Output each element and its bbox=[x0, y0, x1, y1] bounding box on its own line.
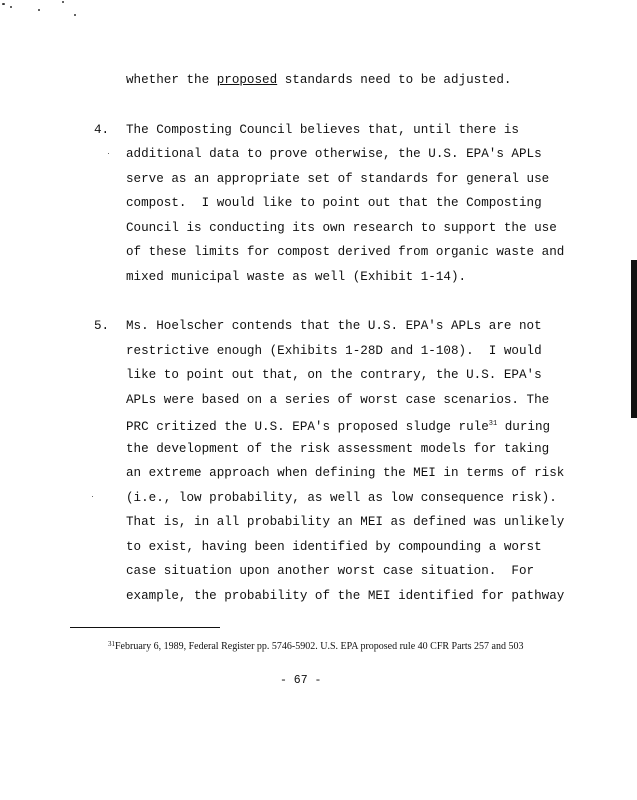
body-line: like to point out that, on the contrary, the U.S. EPA's bbox=[126, 368, 542, 382]
body-line: restrictive enough (Exhibits 1-28D and 1-108). I would bbox=[126, 344, 542, 358]
footnote-marker: 31 bbox=[108, 640, 115, 648]
scan-speckle bbox=[108, 153, 109, 154]
scan-edge-bar bbox=[631, 260, 637, 418]
underlined-word: proposed bbox=[216, 73, 278, 87]
scan-speckle bbox=[92, 496, 93, 497]
body-line: of these limits for compost derived from organic waste and bbox=[126, 245, 565, 259]
body-line: (i.e., low probability, as well as low consequence risk). bbox=[126, 491, 557, 505]
footnote-text: February 6, 1989, Federal Register pp. 5746-5902. U.S. EPA proposed rule 40 CFR Parts 257 and 503 bbox=[115, 641, 524, 652]
body-line: mixed municipal waste as well (Exhibit 1-14). bbox=[126, 270, 467, 284]
body-line: an extreme approach when defining the MEI in terms of risk bbox=[126, 466, 565, 480]
body-line: whether the proposed standards need to be adjusted. bbox=[126, 73, 512, 87]
body-line: the development of the risk assessment models for taking bbox=[126, 442, 550, 456]
scan-speckle bbox=[2, 3, 5, 5]
body-line: Council is conducting its own research to support the use bbox=[126, 221, 557, 235]
scan-speckle bbox=[62, 1, 64, 3]
body-line: That is, in all probability an MEI as defined was unlikely bbox=[126, 515, 565, 529]
footnote bbox=[108, 638, 524, 653]
item-number: 5. bbox=[94, 319, 110, 333]
body-line: PRC critized the U.S. EPA's proposed sludge rule$^{31}$ during bbox=[126, 420, 551, 434]
body-line: Ms. Hoelscher contends that the U.S. EPA's APLs are not bbox=[126, 319, 542, 333]
body-line: serve as an appropriate set of standards for general use bbox=[126, 172, 550, 186]
body-line: case situation upon another worst case situation. For bbox=[126, 564, 535, 578]
footnote-rule bbox=[70, 627, 220, 628]
body-line: The Composting Council believes that, until there is bbox=[126, 123, 519, 137]
body-line: to exist, having been identified by compounding a worst bbox=[126, 540, 542, 554]
body-line: APLs were based on a series of worst case scenarios. The bbox=[126, 393, 550, 407]
page-number: - 67 - bbox=[280, 674, 322, 687]
scan-speckle bbox=[10, 6, 12, 8]
body-line: additional data to prove otherwise, the U.S. EPA's APLs bbox=[126, 147, 542, 161]
body-line: compost. I would like to point out that the Composting bbox=[126, 196, 542, 210]
footnote-reference: 31 bbox=[488, 420, 498, 428]
scan-speckle bbox=[74, 14, 76, 16]
body-line: example, the probability of the MEI identified for pathway bbox=[126, 589, 565, 603]
item-number: 4. bbox=[94, 123, 110, 137]
scan-speckle bbox=[38, 9, 40, 11]
